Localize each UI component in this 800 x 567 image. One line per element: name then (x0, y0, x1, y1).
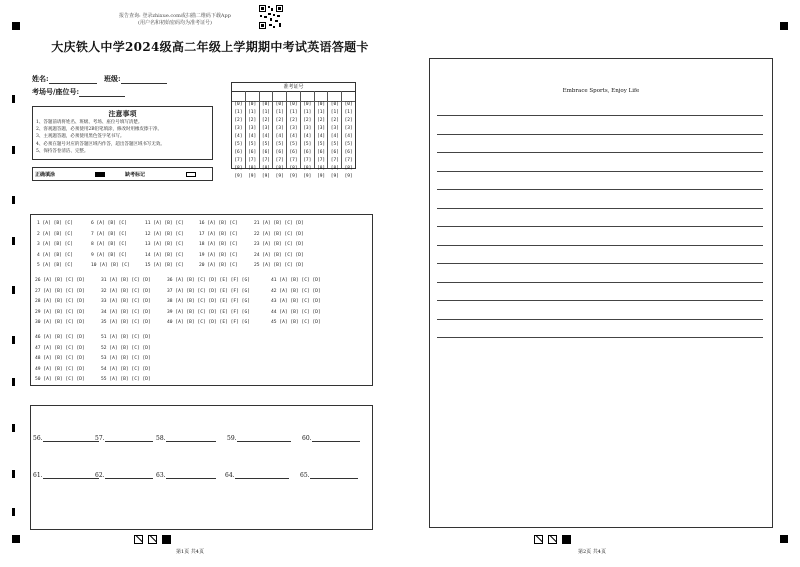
id-digit-bubble[interactable]: [4] (303, 134, 312, 139)
absent-mark-checkbox[interactable] (186, 172, 196, 177)
mcq-question[interactable]: 7 [A] [B] [C] (91, 231, 127, 237)
mcq-question[interactable]: 24 [A] [B] [C] [D] (254, 252, 304, 258)
fill-blank-area[interactable] (30, 405, 373, 530)
id-digit-bubble[interactable]: [1] (330, 110, 339, 115)
mcq-question[interactable]: 10 [A] [B] [C] (91, 263, 130, 268)
mcq-question[interactable]: 46 [A] [B] [C] [D] (35, 335, 85, 340)
correct-fill-label: 正确填涂 (35, 172, 56, 178)
fill-legend (32, 167, 213, 181)
id-digit-bubble[interactable]: [9] (248, 174, 257, 179)
candidate-number-bubbles[interactable] (232, 101, 355, 179)
notice-item: 3、主观题答题，必须使用黑色签字笔书写。 (36, 134, 125, 140)
id-digit-bubble[interactable]: [9] (275, 174, 284, 179)
mcq-question[interactable]: 26 [A] [B] [C] [D] (35, 278, 85, 283)
id-digit-bubble[interactable]: [9] (344, 174, 353, 179)
timing-mark (12, 508, 15, 516)
id-digit-column[interactable] (260, 101, 274, 179)
timing-mark (162, 535, 171, 544)
qr-code-icon (258, 4, 284, 30)
mcq-question[interactable]: 43 [A] [B] [C] [D] (271, 299, 321, 304)
id-digit-bubble[interactable]: [9] (303, 174, 312, 179)
mcq-question[interactable]: 20 [A] [B] [C] (199, 263, 238, 268)
mcq-question[interactable]: 15 [A] [B] [C] (145, 263, 184, 268)
timing-mark (12, 146, 15, 154)
multiple-choice-area[interactable] (30, 214, 373, 386)
id-digit-bubble[interactable]: [1] (275, 110, 284, 115)
id-digit-bubble[interactable]: [5] (330, 142, 339, 147)
id-digit-bubble[interactable]: [0] (303, 102, 312, 107)
notice-box (32, 106, 213, 160)
id-digit-bubble[interactable]: [3] (289, 126, 298, 131)
id-digit-bubble[interactable]: [8] (289, 166, 298, 171)
mcq-question[interactable]: 32 [A] [B] [C] [D] (101, 288, 151, 294)
essay-writing-line[interactable] (437, 300, 763, 301)
essay-writing-line[interactable] (437, 319, 763, 320)
timing-mark (12, 535, 20, 543)
id-digit-bubble[interactable]: [2] (330, 118, 339, 123)
mcq-question[interactable]: 29 [A] [B] [C] [D] (35, 309, 85, 315)
id-digit-bubble[interactable]: [5] (261, 142, 271, 147)
id-digit-bubble[interactable]: [7] (303, 158, 312, 163)
id-digit-bubble[interactable]: [6] (248, 150, 257, 155)
mcq-question[interactable]: 6 [A] [B] [C] (91, 221, 127, 226)
correct-fill-sample-icon (95, 172, 105, 177)
scan-box-icon (134, 535, 143, 544)
id-digit-column[interactable] (342, 101, 355, 179)
id-digit-bubble[interactable]: [4] (248, 134, 257, 139)
report-notice-line: 报告查询: 登录zhixue.com或扫描二维码下载App (119, 13, 231, 19)
id-digit-column[interactable] (232, 101, 246, 179)
id-digit-bubble[interactable]: [6] (303, 150, 312, 155)
id-digit-bubble[interactable]: [0] (317, 102, 326, 107)
exam-seat-label: 考场号/座位号: (32, 87, 80, 96)
id-digit-bubble[interactable]: [6] (261, 150, 271, 155)
fill-blank-item[interactable] (156, 435, 216, 442)
report-notice-line: (用户名和初始密码均为准考证号) (138, 20, 212, 26)
essay-writing-line[interactable] (437, 115, 763, 116)
candidate-number-title: 准考证号 (232, 83, 355, 92)
fill-blank-item[interactable] (302, 435, 360, 442)
id-digit-bubble[interactable]: [1] (289, 110, 298, 115)
timing-mark (12, 336, 15, 344)
timing-mark (12, 95, 15, 103)
fill-blank-item[interactable] (95, 435, 153, 442)
mcq-question[interactable]: 13 [A] [B] [C] (145, 242, 184, 247)
mcq-question[interactable]: 2 [A] [B] [C] (37, 231, 73, 237)
id-digit-bubble[interactable]: [9] (261, 174, 271, 179)
fill-blank-number: 58. (156, 435, 166, 442)
essay-writing-line[interactable] (437, 337, 763, 338)
class-field[interactable] (104, 74, 167, 84)
mcq-question[interactable]: 12 [A] [B] [C] (145, 231, 184, 237)
id-digit-bubble[interactable]: [0] (344, 102, 353, 107)
id-digit-bubble[interactable]: [3] (330, 126, 339, 131)
id-digit-bubble[interactable]: [5] (317, 142, 326, 147)
id-digit-bubble[interactable]: [6] (289, 150, 298, 155)
timing-mark (562, 535, 571, 544)
id-digit-bubble[interactable]: [1] (303, 110, 312, 115)
mcq-question[interactable]: 18 [A] [B] [C] (199, 242, 238, 247)
timing-mark (12, 286, 15, 294)
id-digit-bubble[interactable]: [4] (275, 134, 284, 139)
mcq-question[interactable]: 36 [A] [B] [C] [D] [E] [F] [G] (167, 278, 250, 283)
mcq-question[interactable]: 3 [A] [B] [C] (37, 242, 73, 247)
id-digit-bubble[interactable]: [5] (248, 142, 257, 147)
id-digit-bubble[interactable]: [7] (330, 158, 339, 163)
fill-blank-number: 63. (156, 472, 166, 479)
mcq-question[interactable]: 4 [A] [B] [C] (37, 252, 73, 258)
mcq-question[interactable]: 49 [A] [B] [C] [D] (35, 366, 85, 372)
timing-mark (12, 424, 15, 432)
mcq-question[interactable]: 34 [A] [B] [C] [D] (101, 309, 151, 315)
mcq-question[interactable]: 19 [A] [B] [C] (199, 252, 238, 258)
fill-blank-number: 64. (225, 472, 235, 479)
mcq-question[interactable]: 48 [A] [B] [C] [D] (35, 356, 85, 361)
id-digit-bubble[interactable]: [5] (303, 142, 312, 147)
id-digit-bubble[interactable]: [8] (344, 166, 353, 171)
name-field[interactable] (32, 74, 97, 84)
essay-writing-line[interactable] (437, 152, 763, 153)
mcq-question[interactable]: 11 [A] [B] [C] (145, 221, 184, 226)
fill-blank-item[interactable] (33, 472, 99, 479)
mcq-question[interactable]: 8 [A] [B] [C] (91, 242, 127, 247)
mcq-question[interactable]: 21 [A] [B] [C] [D] (254, 221, 304, 226)
fill-blank-number: 61. (33, 472, 43, 479)
id-digit-bubble[interactable]: [2] (248, 118, 257, 123)
fill-blank-item[interactable] (227, 435, 291, 442)
fill-blank-number: 56. (33, 435, 43, 442)
id-digit-bubble[interactable]: [6] (234, 150, 243, 155)
page-number: 第1页 共4页 (176, 549, 204, 555)
id-digit-column[interactable] (328, 101, 342, 179)
notice-item: 2、客观题答题，必须使用2B铅笔填涂，修改时用橡皮擦干净。 (36, 127, 163, 133)
id-digit-bubble[interactable]: [7] (234, 158, 243, 163)
id-digit-bubble[interactable]: [0] (234, 102, 243, 107)
mcq-question[interactable]: 14 [A] [B] [C] (145, 252, 184, 258)
id-digit-bubble[interactable]: [2] (275, 118, 284, 123)
id-digit-bubble[interactable]: [7] (261, 158, 271, 163)
notice-title: 注意事项 (108, 109, 137, 118)
id-digit-bubble[interactable]: [5] (344, 142, 353, 147)
id-digit-bubble[interactable]: [8] (317, 166, 326, 171)
id-digit-bubble[interactable]: [3] (275, 126, 284, 131)
id-digit-bubble[interactable]: [5] (289, 142, 298, 147)
timing-mark (780, 535, 788, 543)
fill-blank-number: 57. (95, 435, 105, 442)
id-digit-bubble[interactable]: [0] (330, 102, 339, 107)
id-digit-bubble[interactable]: [5] (234, 142, 243, 147)
id-digit-bubble[interactable]: [0] (275, 102, 284, 107)
mcq-question[interactable]: 5 [A] [B] [C] (37, 263, 73, 268)
fill-blank-item[interactable] (95, 472, 153, 479)
id-digit-bubble[interactable]: [8] (234, 166, 243, 171)
timing-mark (12, 237, 15, 245)
fill-blank-item[interactable] (300, 472, 358, 479)
mcq-question[interactable]: 52 [A] [B] [C] [D] (101, 345, 151, 351)
mcq-question[interactable]: 35 [A] [B] [C] [D] (101, 320, 151, 325)
mcq-question[interactable]: 31 [A] [B] [C] [D] (101, 278, 151, 283)
essay-writing-line[interactable] (437, 282, 763, 283)
mcq-question[interactable]: 25 [A] [B] [C] [D] (254, 263, 304, 268)
mcq-question[interactable]: 9 [A] [B] [C] (91, 252, 127, 258)
id-digit-bubble[interactable]: [7] (248, 158, 257, 163)
id-digit-bubble[interactable]: [2] (344, 118, 353, 123)
scan-box-icon (548, 535, 557, 544)
essay-writing-line[interactable] (437, 189, 763, 190)
mcq-question[interactable]: 23 [A] [B] [C] [D] (254, 242, 304, 247)
class-label: 班级: (104, 74, 121, 83)
id-digit-bubble[interactable]: [9] (234, 174, 243, 179)
id-digit-bubble[interactable]: [4] (234, 134, 243, 139)
fill-blank-number: 60. (302, 435, 312, 442)
id-digit-column[interactable] (287, 101, 301, 179)
id-digit-bubble[interactable]: [0] (248, 102, 257, 107)
fill-blank-number: 59. (227, 435, 237, 442)
absent-mark-label: 缺考标记 (125, 172, 146, 178)
candidate-number-box[interactable] (231, 82, 356, 179)
mcq-question[interactable]: 51 [A] [B] [C] [D] (101, 335, 151, 340)
id-digit-column[interactable] (301, 101, 315, 179)
id-digit-bubble[interactable]: [8] (248, 166, 257, 171)
mcq-question[interactable]: 1 [A] [B] [C] (37, 221, 73, 226)
id-digit-bubble[interactable]: [9] (289, 174, 298, 179)
mcq-question[interactable]: 47 [A] [B] [C] [D] (35, 345, 85, 351)
timing-mark (12, 22, 20, 30)
id-digit-bubble[interactable]: [3] (344, 126, 353, 131)
mcq-question[interactable]: 33 [A] [B] [C] [D] (101, 299, 151, 304)
id-digit-bubble[interactable]: [8] (275, 166, 284, 171)
id-digit-bubble[interactable]: [3] (261, 126, 271, 131)
mcq-question[interactable]: 27 [A] [B] [C] [D] (35, 288, 85, 294)
timing-mark (12, 378, 15, 386)
exam-seat-field[interactable] (32, 87, 125, 97)
id-digit-bubble[interactable]: [6] (275, 150, 284, 155)
report-notice (100, 13, 250, 27)
mcq-question[interactable]: 45 [A] [B] [C] [D] (271, 320, 321, 325)
id-digit-bubble[interactable]: [4] (330, 134, 339, 139)
mcq-question[interactable]: 38 [A] [B] [C] [D] [E] [F] [G] (167, 299, 250, 304)
essay-writing-line[interactable] (437, 208, 763, 209)
mcq-question[interactable]: 40 [A] [B] [C] [D] [E] [F] [G] (167, 320, 250, 325)
id-digit-bubble[interactable]: [1] (234, 110, 243, 115)
page-title: 大庆铁人中学2024级高二年级上学期期中考试英语答题卡 (51, 40, 369, 54)
mcq-question[interactable]: 53 [A] [B] [C] [D] (101, 356, 151, 361)
id-digit-bubble[interactable]: [0] (261, 102, 271, 107)
notice-item: 4、必须在题号对应的答题区域内作答，超出答题区域书写无效。 (36, 141, 165, 147)
id-digit-bubble[interactable]: [3] (234, 126, 243, 131)
fill-blank-number: 62. (95, 472, 105, 479)
timing-mark (12, 196, 15, 204)
id-digit-bubble[interactable]: [6] (344, 150, 353, 155)
id-digit-bubble[interactable]: [4] (317, 134, 326, 139)
fill-blank-item[interactable] (33, 435, 99, 442)
mcq-question[interactable]: 41 [A] [B] [C] [D] (271, 278, 321, 283)
id-digit-bubble[interactable]: [1] (261, 110, 271, 115)
id-digit-bubble[interactable]: [2] (317, 118, 326, 123)
id-digit-bubble[interactable]: [4] (344, 134, 353, 139)
mcq-question[interactable]: 55 [A] [B] [C] [D] (101, 377, 151, 382)
fill-blank-item[interactable] (156, 472, 216, 479)
id-digit-bubble[interactable]: [2] (289, 118, 298, 123)
essay-title: Embrace Sports, Enjoy Life (562, 88, 640, 94)
mcq-question[interactable]: 54 [A] [B] [C] [D] (101, 366, 151, 372)
mcq-question[interactable]: 37 [A] [B] [C] [D] [E] [F] [G] (167, 288, 250, 294)
mcq-question[interactable]: 44 [A] [B] [C] [D] (271, 309, 321, 315)
id-digit-bubble[interactable]: [7] (317, 158, 326, 163)
id-digit-bubble[interactable]: [6] (317, 150, 326, 155)
id-digit-column[interactable] (273, 101, 287, 179)
id-digit-bubble[interactable]: [7] (275, 158, 284, 163)
timing-mark (780, 22, 788, 30)
id-digit-bubble[interactable]: [5] (275, 142, 284, 147)
mcq-question[interactable]: 28 [A] [B] [C] [D] (35, 299, 85, 304)
id-digit-bubble[interactable]: [2] (234, 118, 243, 123)
essay-writing-line[interactable] (437, 226, 763, 227)
fill-blank-item[interactable] (225, 472, 289, 479)
id-digit-bubble[interactable]: [2] (303, 118, 312, 123)
essay-writing-line[interactable] (437, 263, 763, 264)
id-digit-bubble[interactable]: [4] (261, 134, 271, 139)
essay-area[interactable] (429, 58, 773, 528)
id-digit-bubble[interactable]: [8] (261, 166, 271, 171)
id-digit-bubble[interactable]: [1] (317, 110, 326, 115)
mcq-question[interactable]: 30 [A] [B] [C] [D] (35, 320, 85, 325)
mcq-question[interactable]: 17 [A] [B] [C] (199, 231, 238, 237)
mcq-question[interactable]: 39 [A] [B] [C] [D] [E] [F] [G] (167, 309, 250, 315)
id-digit-bubble[interactable]: [1] (344, 110, 353, 115)
notice-item: 1、答题前请将姓名、班级、考场、座位号填写清楚。 (36, 120, 143, 125)
mcq-question[interactable]: 22 [A] [B] [C] [D] (254, 231, 304, 237)
id-digit-bubble[interactable]: [0] (289, 102, 298, 107)
scan-box-icon (148, 535, 157, 544)
id-digit-bubble[interactable]: [4] (289, 134, 298, 139)
id-digit-column[interactable] (246, 101, 260, 179)
id-digit-bubble[interactable]: [9] (317, 174, 326, 179)
mcq-question[interactable]: 42 [A] [B] [C] [D] (271, 288, 321, 294)
id-digit-bubble[interactable]: [7] (289, 158, 298, 163)
id-digit-bubble[interactable]: [3] (317, 126, 326, 131)
essay-writing-line[interactable] (437, 134, 763, 135)
id-digit-bubble[interactable]: [3] (303, 126, 312, 131)
id-digit-bubble[interactable]: [8] (330, 166, 339, 171)
id-digit-bubble[interactable]: [8] (303, 166, 312, 171)
name-label: 姓名: (32, 74, 49, 83)
mcq-question[interactable]: 50 [A] [B] [C] [D] (35, 377, 85, 382)
page-number: 第2页 共4页 (578, 549, 606, 555)
id-digit-bubble[interactable]: [2] (261, 118, 271, 123)
essay-writing-line[interactable] (437, 171, 763, 172)
id-digit-bubble[interactable]: [6] (330, 150, 339, 155)
id-digit-bubble[interactable]: [1] (248, 110, 257, 115)
essay-writing-line[interactable] (437, 245, 763, 246)
mcq-question[interactable]: 16 [A] [B] [C] (199, 221, 238, 226)
timing-mark (12, 470, 15, 478)
id-digit-column[interactable] (315, 101, 329, 179)
id-digit-bubble[interactable]: [9] (330, 174, 339, 179)
scan-box-icon (534, 535, 543, 544)
fill-blank-number: 65. (300, 472, 310, 479)
id-digit-bubble[interactable]: [3] (248, 126, 257, 131)
id-digit-bubble[interactable]: [7] (344, 158, 353, 163)
notice-item: 5、保持答卷清洁、完整。 (36, 148, 89, 154)
